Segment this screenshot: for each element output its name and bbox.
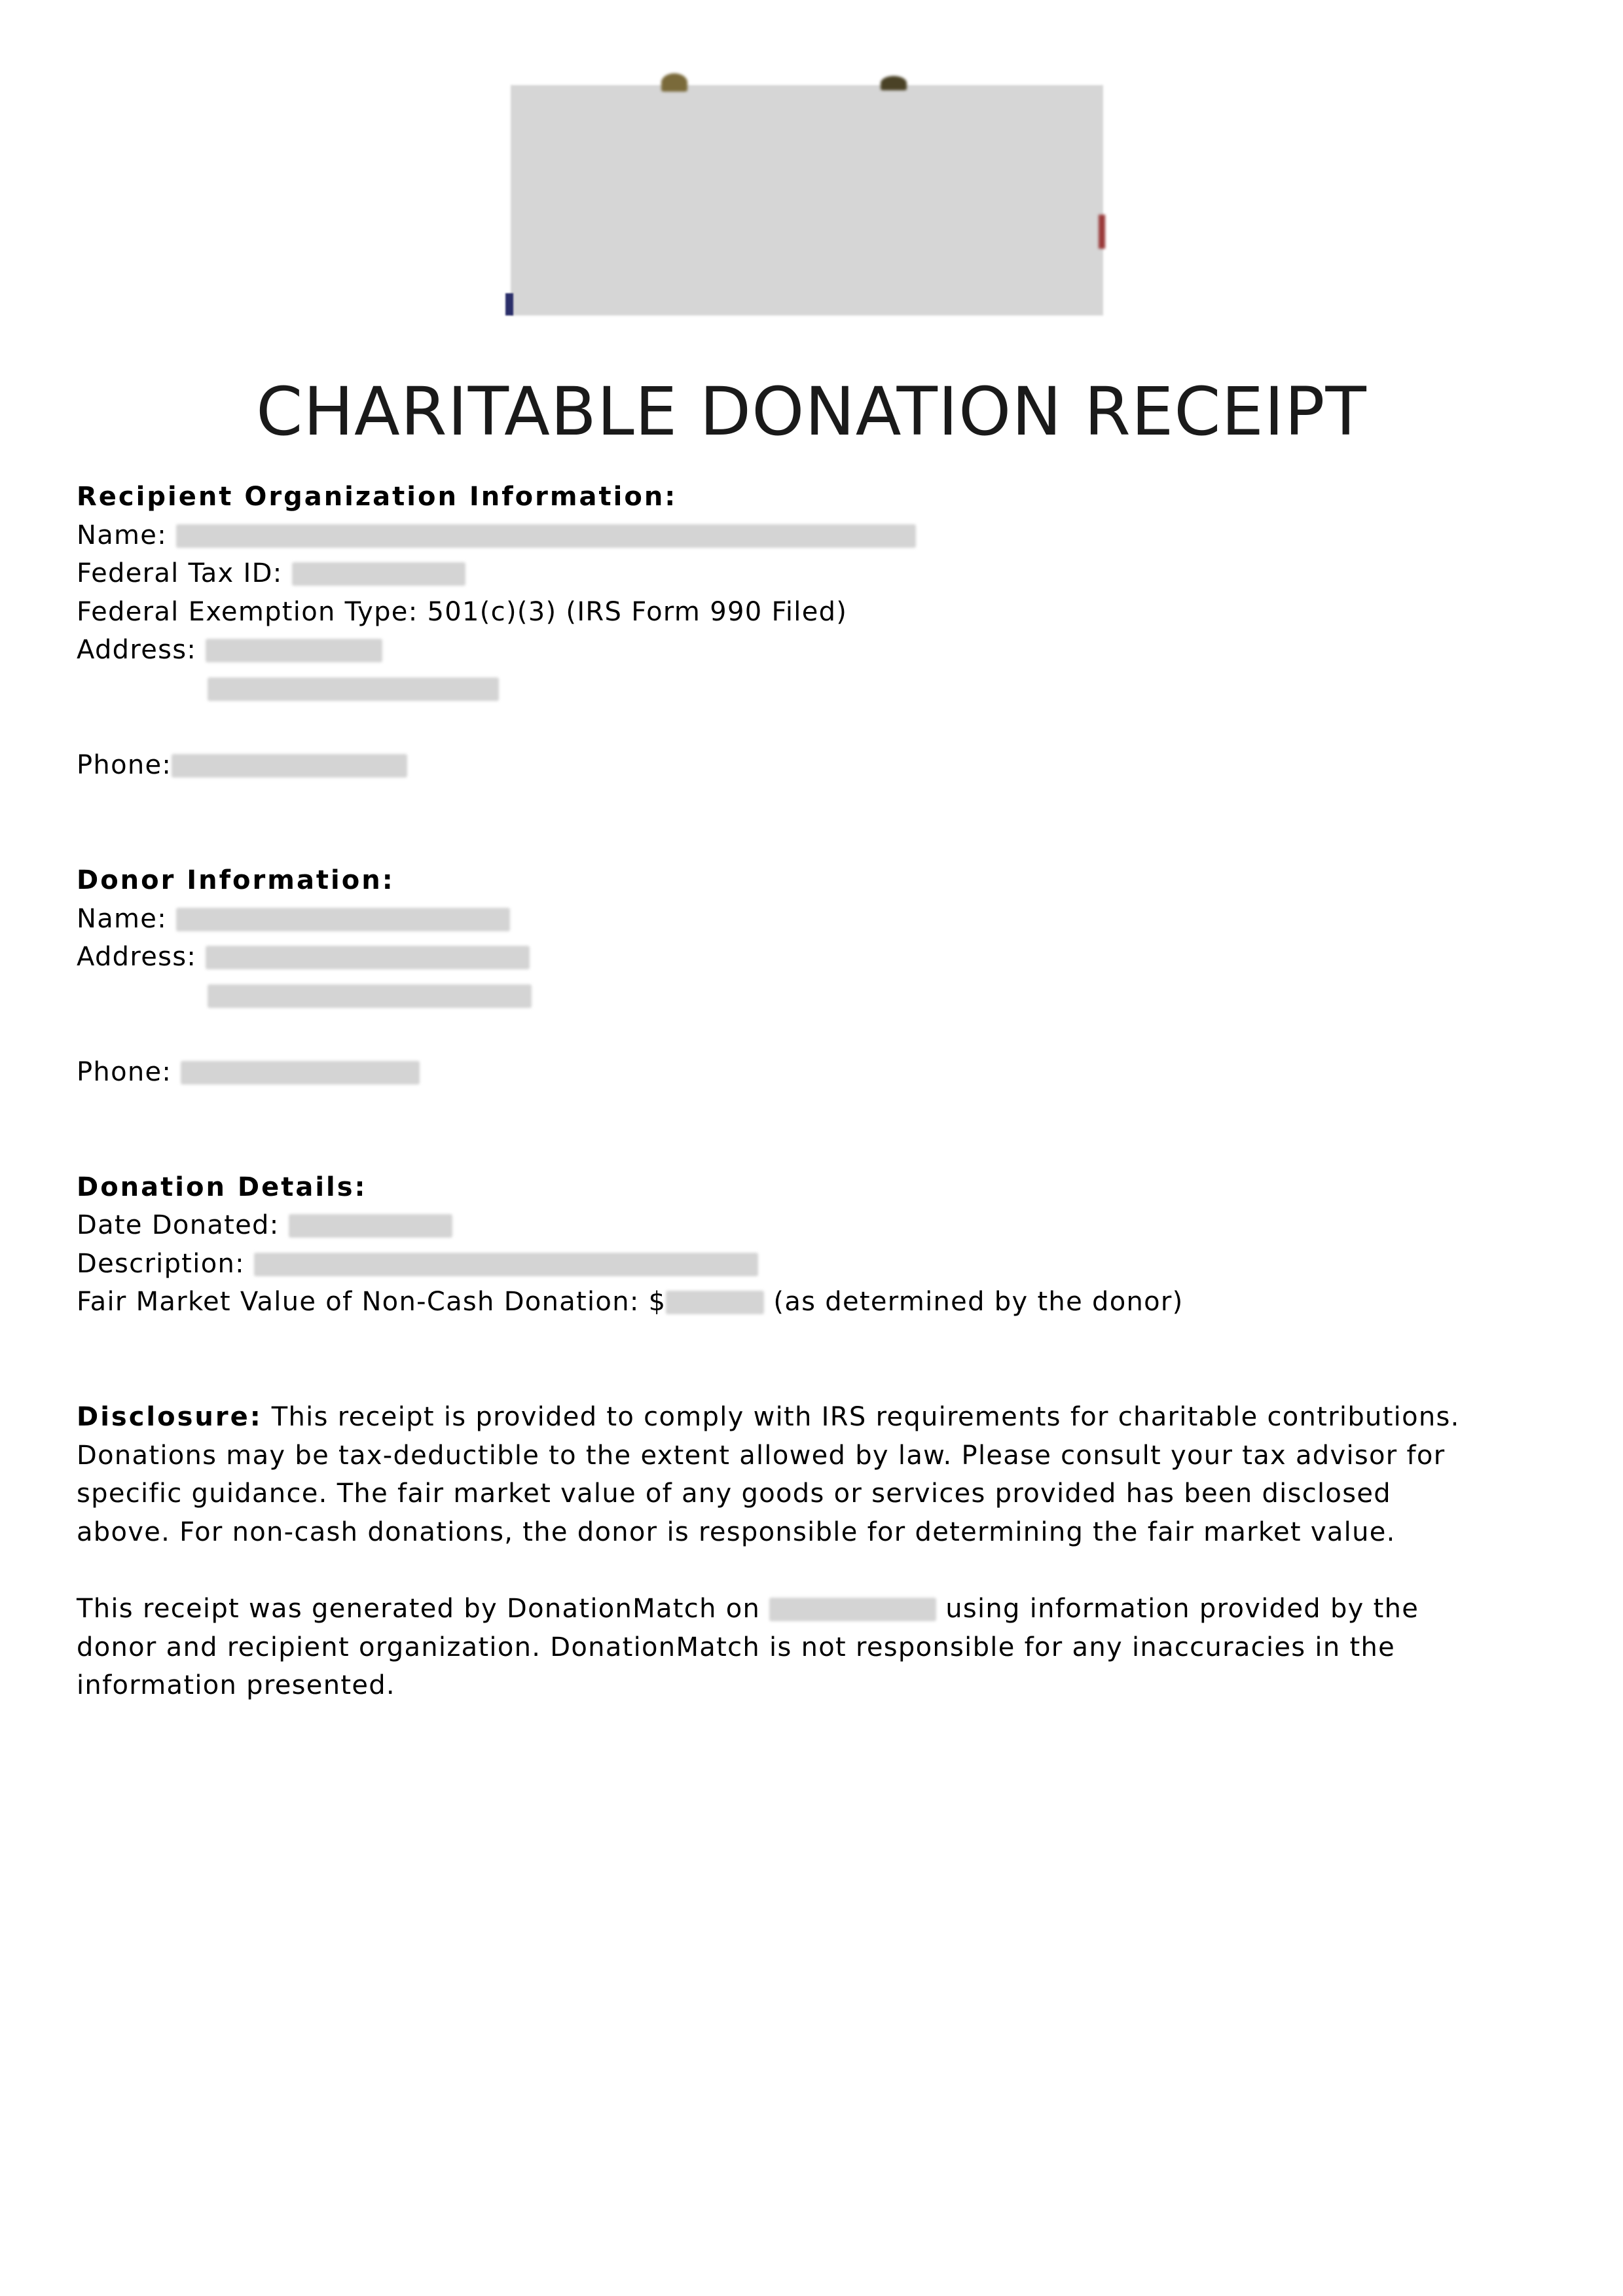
currency: $ bbox=[648, 1287, 666, 1318]
redacted-value bbox=[208, 984, 532, 1008]
recipient-tax-id-row bbox=[77, 554, 1556, 593]
footer-text: using information provided by the bbox=[945, 1594, 1419, 1624]
redacted-value bbox=[666, 1291, 764, 1314]
disclosure-line: above. For non-cash donations, the donor is responsible for determining the fair market value. bbox=[77, 1517, 1396, 1548]
date-donated-row bbox=[77, 1206, 1556, 1245]
redacted-value bbox=[289, 1214, 452, 1238]
recipient-name-row bbox=[77, 516, 1556, 555]
exemption-value: 501(c)(3) (IRS Form 990 Filed) bbox=[427, 596, 848, 627]
label: Fair Market Value of Non-Cash Donation: bbox=[77, 1287, 640, 1318]
footer-line: information presented. bbox=[77, 1670, 395, 1701]
donor-address-row bbox=[77, 938, 1556, 977]
redacted-value bbox=[176, 908, 510, 931]
recipient-exemption-row bbox=[77, 593, 1556, 632]
redacted-value bbox=[206, 946, 530, 969]
logo-fragment bbox=[1099, 215, 1105, 249]
footer-text: This receipt was generated by DonationMatch on bbox=[77, 1594, 761, 1624]
logo-fragment bbox=[881, 76, 907, 90]
logo-fragment bbox=[505, 293, 513, 315]
receipt-body bbox=[77, 478, 1556, 1705]
donor-name-row bbox=[77, 900, 1556, 939]
redacted-value bbox=[172, 754, 407, 778]
page-title: CHARITABLE DONATION RECEIPT bbox=[256, 373, 1367, 451]
fair-market-value-row bbox=[77, 1283, 1556, 1321]
label: Federal Tax ID: bbox=[77, 558, 283, 589]
recipient-address-row bbox=[77, 631, 1556, 670]
organization-logo-redacted bbox=[511, 85, 1103, 315]
redacted-value bbox=[181, 1061, 420, 1085]
donor-heading: Donor Information: bbox=[77, 865, 395, 895]
label: Address: bbox=[77, 635, 197, 666]
redacted-value bbox=[206, 639, 382, 662]
recipient-address-line2 bbox=[77, 670, 1556, 708]
redacted-value bbox=[208, 677, 499, 701]
recipient-phone-row bbox=[77, 746, 1556, 785]
donor-address-line2 bbox=[77, 977, 1556, 1015]
label: Phone: bbox=[77, 1056, 172, 1087]
disclosure-text: This receipt is provided to comply with IRS requirements for charitable contributions. bbox=[271, 1402, 1460, 1433]
donor-phone-row bbox=[77, 1053, 1556, 1092]
recipient-heading: Recipient Organization Information: bbox=[77, 482, 678, 512]
redacted-value bbox=[254, 1253, 758, 1276]
label: Phone: bbox=[77, 750, 172, 781]
fmv-note: (as determined by the donor) bbox=[773, 1287, 1184, 1318]
label: Name: bbox=[77, 903, 167, 934]
footer-line bbox=[77, 1590, 1556, 1628]
footer-line: donor and recipient organization. DonationMatch is not responsible for any inaccuracies in the bbox=[77, 1632, 1396, 1662]
label: Date Donated: bbox=[77, 1210, 280, 1241]
redacted-date bbox=[769, 1598, 936, 1621]
label: Federal Exemption Type: bbox=[77, 596, 418, 627]
disclosure-label: Disclosure: bbox=[77, 1402, 263, 1433]
disclosure-line: Donations may be tax-deductible to the extent allowed by law. Please consult your tax advisor for bbox=[77, 1440, 1446, 1471]
label: Name: bbox=[77, 520, 167, 550]
redacted-value bbox=[176, 524, 916, 548]
disclosure-line: specific guidance. The fair market value of any goods or services provided has been disclosed bbox=[77, 1479, 1391, 1509]
redacted-value bbox=[292, 562, 465, 586]
label: Description: bbox=[77, 1248, 245, 1279]
donation-heading: Donation Details: bbox=[77, 1172, 367, 1202]
disclosure-line bbox=[77, 1398, 1556, 1437]
description-row bbox=[77, 1245, 1556, 1283]
label: Address: bbox=[77, 942, 197, 973]
logo-fragment bbox=[661, 73, 687, 92]
